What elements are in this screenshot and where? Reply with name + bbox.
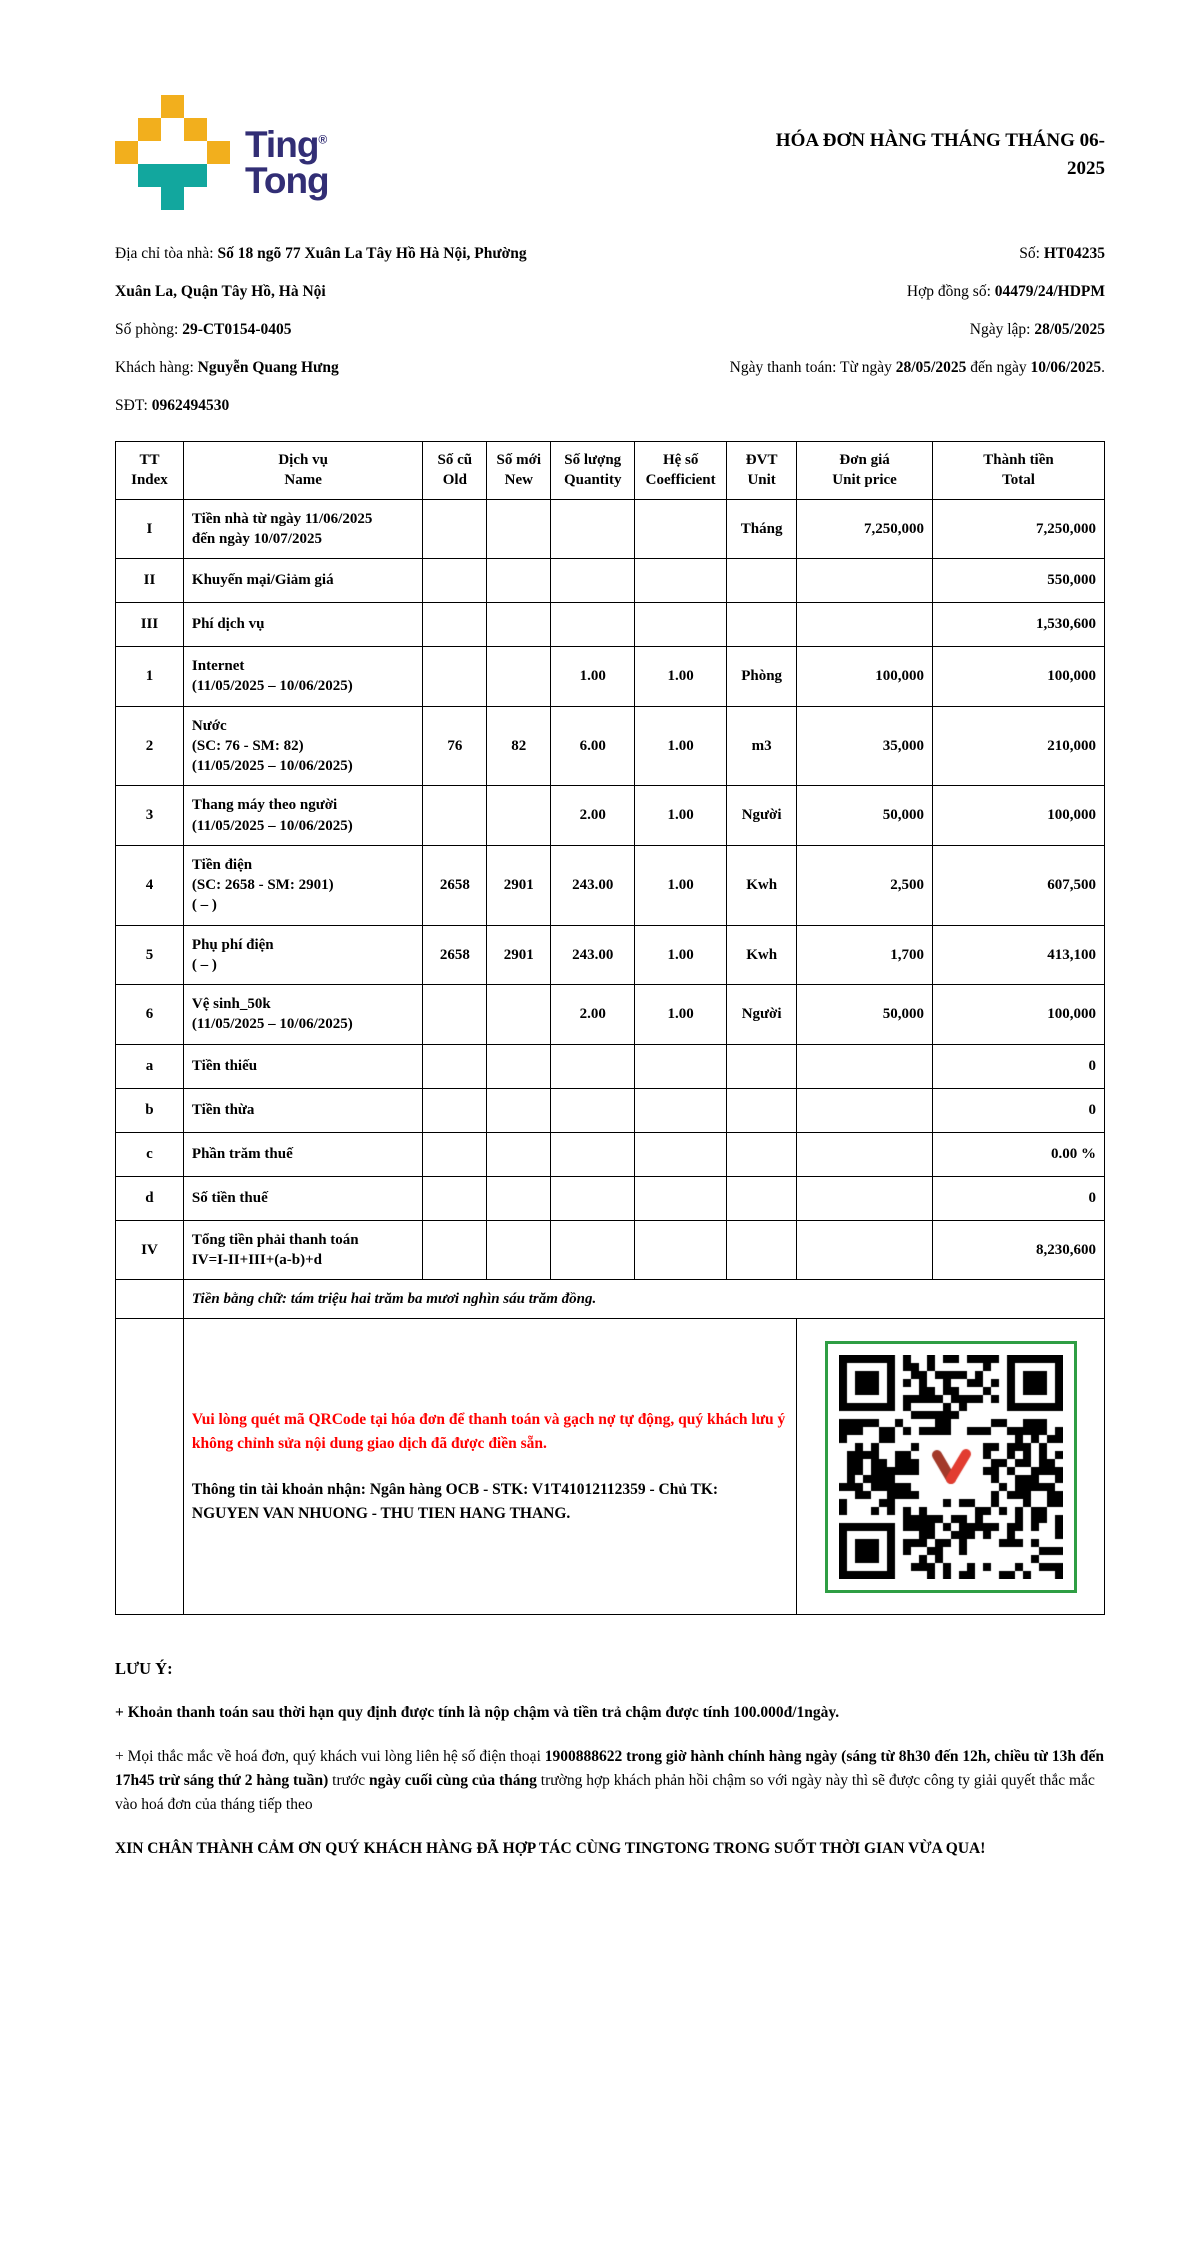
text-segment: 0962494530 bbox=[151, 397, 230, 414]
cell-quantity: 243.00 bbox=[551, 925, 635, 985]
cell-old bbox=[423, 985, 487, 1045]
service-name-line: ( – ) bbox=[191, 956, 217, 973]
cell-total: 607,500 bbox=[933, 845, 1105, 925]
cell-service-name bbox=[183, 1220, 422, 1280]
empty-index-cell bbox=[116, 1319, 184, 1615]
service-name-line: Internet bbox=[191, 658, 245, 674]
text-segment: 28/05/2025 bbox=[1034, 321, 1105, 338]
table-row bbox=[116, 706, 1105, 786]
cell-unit bbox=[727, 559, 797, 603]
cell-unit-price bbox=[797, 1220, 933, 1280]
cell-index: 3 bbox=[116, 786, 184, 846]
text-segment: Địa chỉ tòa nhà: bbox=[115, 245, 218, 262]
text-segment: trường hợp khách phản hồi chậm so với ngày này thì sẽ được công ty giải quyết thắc mắc vào hoá đơn của tháng tiếp theo bbox=[115, 1772, 1095, 1814]
cell-coefficient bbox=[635, 603, 727, 647]
cell-new: 2901 bbox=[487, 925, 551, 985]
cell-total: 0 bbox=[933, 1044, 1105, 1088]
text-segment: 1900888622 trong giờ hành chính hàng ngày (sáng từ 8h30 đến 12h, chiều từ 13h đến 17h45 trừ sáng thứ 2 hàng tuần) bbox=[115, 1748, 1104, 1790]
cell-service-name bbox=[183, 1088, 422, 1132]
service-name-line: Tiền thiếu bbox=[191, 1057, 258, 1074]
cell-total: 7,250,000 bbox=[933, 499, 1105, 559]
amount-in-words-value: tám triệu hai trăm ba mươi nghìn sáu trăm đồng. bbox=[290, 1291, 597, 1307]
table-row bbox=[116, 985, 1105, 1045]
table-row bbox=[116, 786, 1105, 846]
text-segment: . bbox=[566, 1504, 571, 1522]
amount-in-words-cell bbox=[183, 1280, 1104, 1319]
registered-mark: ® bbox=[318, 132, 327, 147]
text-segment: + Khoản thanh toán sau thời hạn quy định được tính là nộp chậm và tiền trả chậm được tính 100.000đ/1ngày. bbox=[115, 1704, 840, 1722]
table-row bbox=[116, 559, 1105, 603]
cell-index: I bbox=[116, 499, 184, 559]
cell-total: 100,000 bbox=[933, 647, 1105, 707]
cell-new bbox=[487, 985, 551, 1045]
text-segment: HT04235 bbox=[1043, 245, 1105, 262]
cell-index: 5 bbox=[116, 925, 184, 985]
footer-notes bbox=[115, 1659, 1105, 1861]
cell-quantity: 2.00 bbox=[551, 985, 635, 1045]
text-segment: đến ngày bbox=[966, 359, 1031, 376]
cell-service-name bbox=[183, 559, 422, 603]
cell-unit-price: 2,500 bbox=[797, 845, 933, 925]
table-row bbox=[116, 1088, 1105, 1132]
cell-new bbox=[487, 1176, 551, 1220]
table-header bbox=[116, 442, 1105, 500]
service-name-line: Tiền thừa bbox=[191, 1101, 255, 1118]
text-segment: Hợp đồng số: bbox=[906, 283, 995, 300]
cell-quantity bbox=[551, 1176, 635, 1220]
text-segment: ngày cuối cùng của tháng bbox=[368, 1772, 537, 1790]
cell-old bbox=[423, 786, 487, 846]
service-name-line: (SC: 2658 - SM: 2901) bbox=[191, 877, 334, 893]
cell-quantity: 2.00 bbox=[551, 786, 635, 846]
cell-index: 1 bbox=[116, 647, 184, 707]
customer-phone bbox=[115, 387, 535, 425]
cell-new bbox=[487, 603, 551, 647]
customer-info bbox=[115, 235, 535, 425]
cell-quantity bbox=[551, 1220, 635, 1280]
cell-old bbox=[423, 647, 487, 707]
cell-quantity bbox=[551, 1088, 635, 1132]
cell-quantity bbox=[551, 1044, 635, 1088]
cell-total: 210,000 bbox=[933, 706, 1105, 786]
cell-service-name bbox=[183, 1132, 422, 1176]
text-segment: . bbox=[1101, 359, 1105, 376]
text-segment: Số: bbox=[1019, 245, 1044, 262]
service-name-line: (11/05/2025 – 10/06/2025) bbox=[191, 1016, 353, 1033]
cell-new bbox=[487, 559, 551, 603]
page-title: HÓA ĐƠN HÀNG THÁNG THÁNG 06- 2025 bbox=[775, 130, 1105, 179]
cell-old: 2658 bbox=[423, 925, 487, 985]
cell-old: 76 bbox=[423, 706, 487, 786]
table-row bbox=[116, 925, 1105, 985]
cell-service-name bbox=[183, 499, 422, 559]
service-name-line: (11/05/2025 – 10/06/2025) bbox=[191, 678, 353, 695]
column-header: Dịch vụ Name bbox=[183, 442, 422, 500]
cell-index: IV bbox=[116, 1220, 184, 1280]
column-header: Đơn giá Unit price bbox=[797, 442, 933, 500]
column-header: Số lượng Quantity bbox=[551, 442, 635, 500]
cell-unit: Người bbox=[727, 985, 797, 1045]
cell-unit: Tháng bbox=[727, 499, 797, 559]
table-row bbox=[116, 1044, 1105, 1088]
text-segment: trước bbox=[328, 1772, 369, 1790]
invoice-table-footer bbox=[116, 1280, 1105, 1615]
cell-old: 2658 bbox=[423, 845, 487, 925]
cell-new bbox=[487, 1220, 551, 1280]
table-row bbox=[116, 603, 1105, 647]
cell-unit-price bbox=[797, 1044, 933, 1088]
cell-unit: m3 bbox=[727, 706, 797, 786]
table-row bbox=[116, 1220, 1105, 1280]
room-number bbox=[115, 311, 535, 349]
text-segment: 04479/24/HDPM bbox=[994, 283, 1105, 300]
invoice-table-body bbox=[116, 499, 1105, 1280]
cell-unit: Kwh bbox=[727, 925, 797, 985]
text-segment: - Chủ TK: bbox=[645, 1480, 719, 1498]
column-header: Thành tiền Total bbox=[933, 442, 1105, 500]
cell-index: a bbox=[116, 1044, 184, 1088]
service-name-line: Thang máy theo người bbox=[191, 797, 338, 814]
service-name-line: (11/05/2025 – 10/06/2025) bbox=[191, 817, 353, 834]
cell-total: 0 bbox=[933, 1088, 1105, 1132]
cell-unit-price: 100,000 bbox=[797, 647, 933, 707]
cell-service-name bbox=[183, 925, 422, 985]
text-segment: Ngày thanh toán: Từ ngày bbox=[729, 359, 896, 376]
cell-coefficient bbox=[635, 1176, 727, 1220]
customer-name bbox=[115, 349, 535, 387]
cell-old bbox=[423, 1044, 487, 1088]
table-row bbox=[116, 647, 1105, 707]
cell-index: b bbox=[116, 1088, 184, 1132]
cell-unit-price: 1,700 bbox=[797, 925, 933, 985]
cell-total: 0.00 % bbox=[933, 1132, 1105, 1176]
cell-total: 413,100 bbox=[933, 925, 1105, 985]
service-name-line: Tổng tiền phải thanh toán bbox=[191, 1231, 359, 1248]
cell-new: 2901 bbox=[487, 845, 551, 925]
cell-unit bbox=[727, 1088, 797, 1132]
cell-coefficient: 1.00 bbox=[635, 985, 727, 1045]
cell-quantity bbox=[551, 603, 635, 647]
cell-service-name bbox=[183, 647, 422, 707]
cell-quantity: 6.00 bbox=[551, 706, 635, 786]
cell-old bbox=[423, 1088, 487, 1132]
cell-unit bbox=[727, 1220, 797, 1280]
cell-index: 2 bbox=[116, 706, 184, 786]
service-name-line: ( – ) bbox=[191, 897, 217, 914]
cell-service-name bbox=[183, 706, 422, 786]
text-segment: Khách hàng: bbox=[115, 359, 198, 376]
cell-coefficient bbox=[635, 1044, 727, 1088]
cell-new bbox=[487, 786, 551, 846]
cell-unit-price bbox=[797, 1176, 933, 1220]
amount-in-words-label: Tiền bằng chữ: bbox=[191, 1291, 291, 1307]
cell-new bbox=[487, 1088, 551, 1132]
cell-service-name bbox=[183, 1044, 422, 1088]
thank-you-text: XIN CHÂN THÀNH CẢM ƠN QUÝ KHÁCH HÀNG ĐÃ HỢP TÁC CÙNG TINGTONG TRONG SUỐT THỜI GIAN VỪA QUA! bbox=[115, 1840, 986, 1858]
cell-quantity bbox=[551, 1132, 635, 1176]
cell-total: 8,230,600 bbox=[933, 1220, 1105, 1280]
cell-index: d bbox=[116, 1176, 184, 1220]
column-header: TT Index bbox=[116, 442, 184, 500]
service-name-line: (11/05/2025 – 10/06/2025) bbox=[191, 758, 353, 774]
table-row bbox=[116, 845, 1105, 925]
cell-index: II bbox=[116, 559, 184, 603]
cell-total: 100,000 bbox=[933, 786, 1105, 846]
cell-new bbox=[487, 499, 551, 559]
cell-coefficient bbox=[635, 1132, 727, 1176]
cell-service-name bbox=[183, 845, 422, 925]
amount-in-words-row bbox=[116, 1280, 1105, 1319]
column-header: Hệ số Coefficient bbox=[635, 442, 727, 500]
service-name-line: Phần trăm thuế bbox=[191, 1145, 293, 1162]
tingtong-logo bbox=[115, 95, 329, 211]
empty-index-cell bbox=[116, 1280, 184, 1319]
qr-code bbox=[839, 1355, 1063, 1579]
text-segment: 29-CT0154-0405 bbox=[182, 321, 292, 338]
text-segment: Nguyễn Quang Hưng bbox=[197, 359, 339, 376]
cell-index: III bbox=[116, 603, 184, 647]
text-segment: V1T41012112359 bbox=[531, 1480, 646, 1498]
cell-old bbox=[423, 559, 487, 603]
payment-instructions-cell bbox=[183, 1319, 796, 1615]
service-name-line: đến ngày 10/07/2025 bbox=[191, 530, 322, 547]
table-header-row bbox=[116, 442, 1105, 500]
cell-unit-price: 35,000 bbox=[797, 706, 933, 786]
cell-unit-price: 7,250,000 bbox=[797, 499, 933, 559]
table-row bbox=[116, 499, 1105, 559]
cell-index: 6 bbox=[116, 985, 184, 1045]
service-name-line: IV=I-II+III+(a-b)+d bbox=[191, 1251, 322, 1268]
column-header: Số cũ Old bbox=[423, 442, 487, 500]
text-segment: 28/05/2025 bbox=[895, 359, 967, 376]
cell-quantity bbox=[551, 499, 635, 559]
cell-unit-price: 50,000 bbox=[797, 786, 933, 846]
contract-number bbox=[535, 273, 1105, 311]
payment-period bbox=[535, 349, 1105, 387]
cell-unit-price bbox=[797, 603, 933, 647]
cell-quantity: 1.00 bbox=[551, 647, 635, 707]
cell-unit: Kwh bbox=[727, 845, 797, 925]
cell-unit: Phòng bbox=[727, 647, 797, 707]
cell-coefficient: 1.00 bbox=[635, 647, 727, 707]
column-header: Số mới New bbox=[487, 442, 551, 500]
service-name-line: Vệ sinh_50k bbox=[191, 996, 271, 1012]
text-segment: Số 18 ngõ 77 Xuân La Tây Hồ Hà Nội, Phường Xuân La, Quận Tây Hồ, Hà Nội bbox=[115, 245, 527, 300]
text-segment: Thông tin tài khoản nhận: Ngân hàng OCB - STK: bbox=[191, 1480, 532, 1498]
service-name-line: Phụ phí điện bbox=[191, 936, 274, 953]
service-name-line: Nước bbox=[191, 717, 227, 734]
service-name-line: Khuyến mại/Giảm giá bbox=[191, 572, 334, 589]
table-row bbox=[116, 1176, 1105, 1220]
qr-warning-text: Vui lòng quét mã QRCode tại hóa đơn để thanh toán và gạch nợ tự động, quý khách lưu ý không chỉnh sửa nội dung giao dịch đã được điền sẵn. bbox=[191, 1410, 786, 1452]
cell-new: 82 bbox=[487, 706, 551, 786]
cell-unit bbox=[727, 603, 797, 647]
cell-coefficient: 1.00 bbox=[635, 845, 727, 925]
cell-new bbox=[487, 1132, 551, 1176]
cell-old bbox=[423, 1220, 487, 1280]
cell-coefficient: 1.00 bbox=[635, 786, 727, 846]
cell-service-name bbox=[183, 985, 422, 1045]
tingtong-wordmark: Ting® Tong bbox=[245, 124, 329, 202]
cell-unit bbox=[727, 1132, 797, 1176]
cell-coefficient bbox=[635, 499, 727, 559]
cell-old bbox=[423, 499, 487, 559]
invoice-number bbox=[535, 235, 1105, 273]
cell-quantity: 243.00 bbox=[551, 845, 635, 925]
cell-old bbox=[423, 1176, 487, 1220]
text-segment: + Mọi thắc mắc về hoá đơn, quý khách vui lòng liên hệ số điện thoại bbox=[115, 1748, 545, 1766]
cell-unit bbox=[727, 1176, 797, 1220]
cell-coefficient: 1.00 bbox=[635, 706, 727, 786]
issue-date bbox=[535, 311, 1105, 349]
cell-coefficient bbox=[635, 1220, 727, 1280]
cell-total: 550,000 bbox=[933, 559, 1105, 603]
notes-title: LƯU Ý: bbox=[115, 1659, 173, 1679]
cell-service-name bbox=[183, 1176, 422, 1220]
cell-unit: Người bbox=[727, 786, 797, 846]
table-row bbox=[116, 1132, 1105, 1176]
invoice-table bbox=[115, 441, 1105, 1615]
service-name-line: Tiền nhà từ ngày 11/06/2025 bbox=[191, 510, 373, 527]
cell-total: 100,000 bbox=[933, 985, 1105, 1045]
text-segment: 10/06/2025 bbox=[1030, 359, 1102, 376]
bank-account-text bbox=[192, 1478, 788, 1526]
cell-coefficient bbox=[635, 559, 727, 603]
cell-total: 0 bbox=[933, 1176, 1105, 1220]
building-address bbox=[115, 235, 535, 311]
invoice-header bbox=[115, 95, 1105, 211]
service-name-line: Tiền điện bbox=[191, 856, 253, 873]
cell-old bbox=[423, 1132, 487, 1176]
cell-unit-price: 50,000 bbox=[797, 985, 933, 1045]
cell-coefficient bbox=[635, 1088, 727, 1132]
tingtong-logo-icon bbox=[115, 95, 231, 211]
qr-code-cell bbox=[797, 1319, 1105, 1615]
cell-service-name bbox=[183, 603, 422, 647]
cell-coefficient: 1.00 bbox=[635, 925, 727, 985]
cell-service-name bbox=[183, 786, 422, 846]
service-name-line: (SC: 76 - SM: 82) bbox=[191, 737, 304, 754]
invoice-meta bbox=[535, 235, 1105, 425]
note-hotline bbox=[115, 1745, 1105, 1817]
cell-unit-price bbox=[797, 1132, 933, 1176]
note-late-payment bbox=[115, 1701, 1105, 1725]
cell-new bbox=[487, 1044, 551, 1088]
cell-index: 4 bbox=[116, 845, 184, 925]
cell-unit bbox=[727, 1044, 797, 1088]
text-segment: NGUYEN VAN NHUONG - THU TIEN HANG THANG bbox=[191, 1504, 567, 1522]
cell-quantity bbox=[551, 559, 635, 603]
qr-row bbox=[116, 1319, 1105, 1615]
cell-new bbox=[487, 647, 551, 707]
qr-code-frame bbox=[825, 1341, 1077, 1593]
cell-unit-price bbox=[797, 559, 933, 603]
text-segment: Ngày lập: bbox=[969, 321, 1035, 338]
cell-unit-price bbox=[797, 1088, 933, 1132]
cell-index: c bbox=[116, 1132, 184, 1176]
service-name-line: Phí dịch vụ bbox=[191, 616, 265, 633]
cell-total: 1,530,600 bbox=[933, 603, 1105, 647]
invoice-info bbox=[115, 235, 1105, 425]
text-segment: SĐT: bbox=[115, 397, 152, 414]
cell-old bbox=[423, 603, 487, 647]
text-segment: Số phòng: bbox=[115, 321, 183, 338]
service-name-line: Số tiền thuế bbox=[191, 1189, 268, 1206]
column-header: ĐVT Unit bbox=[727, 442, 797, 500]
